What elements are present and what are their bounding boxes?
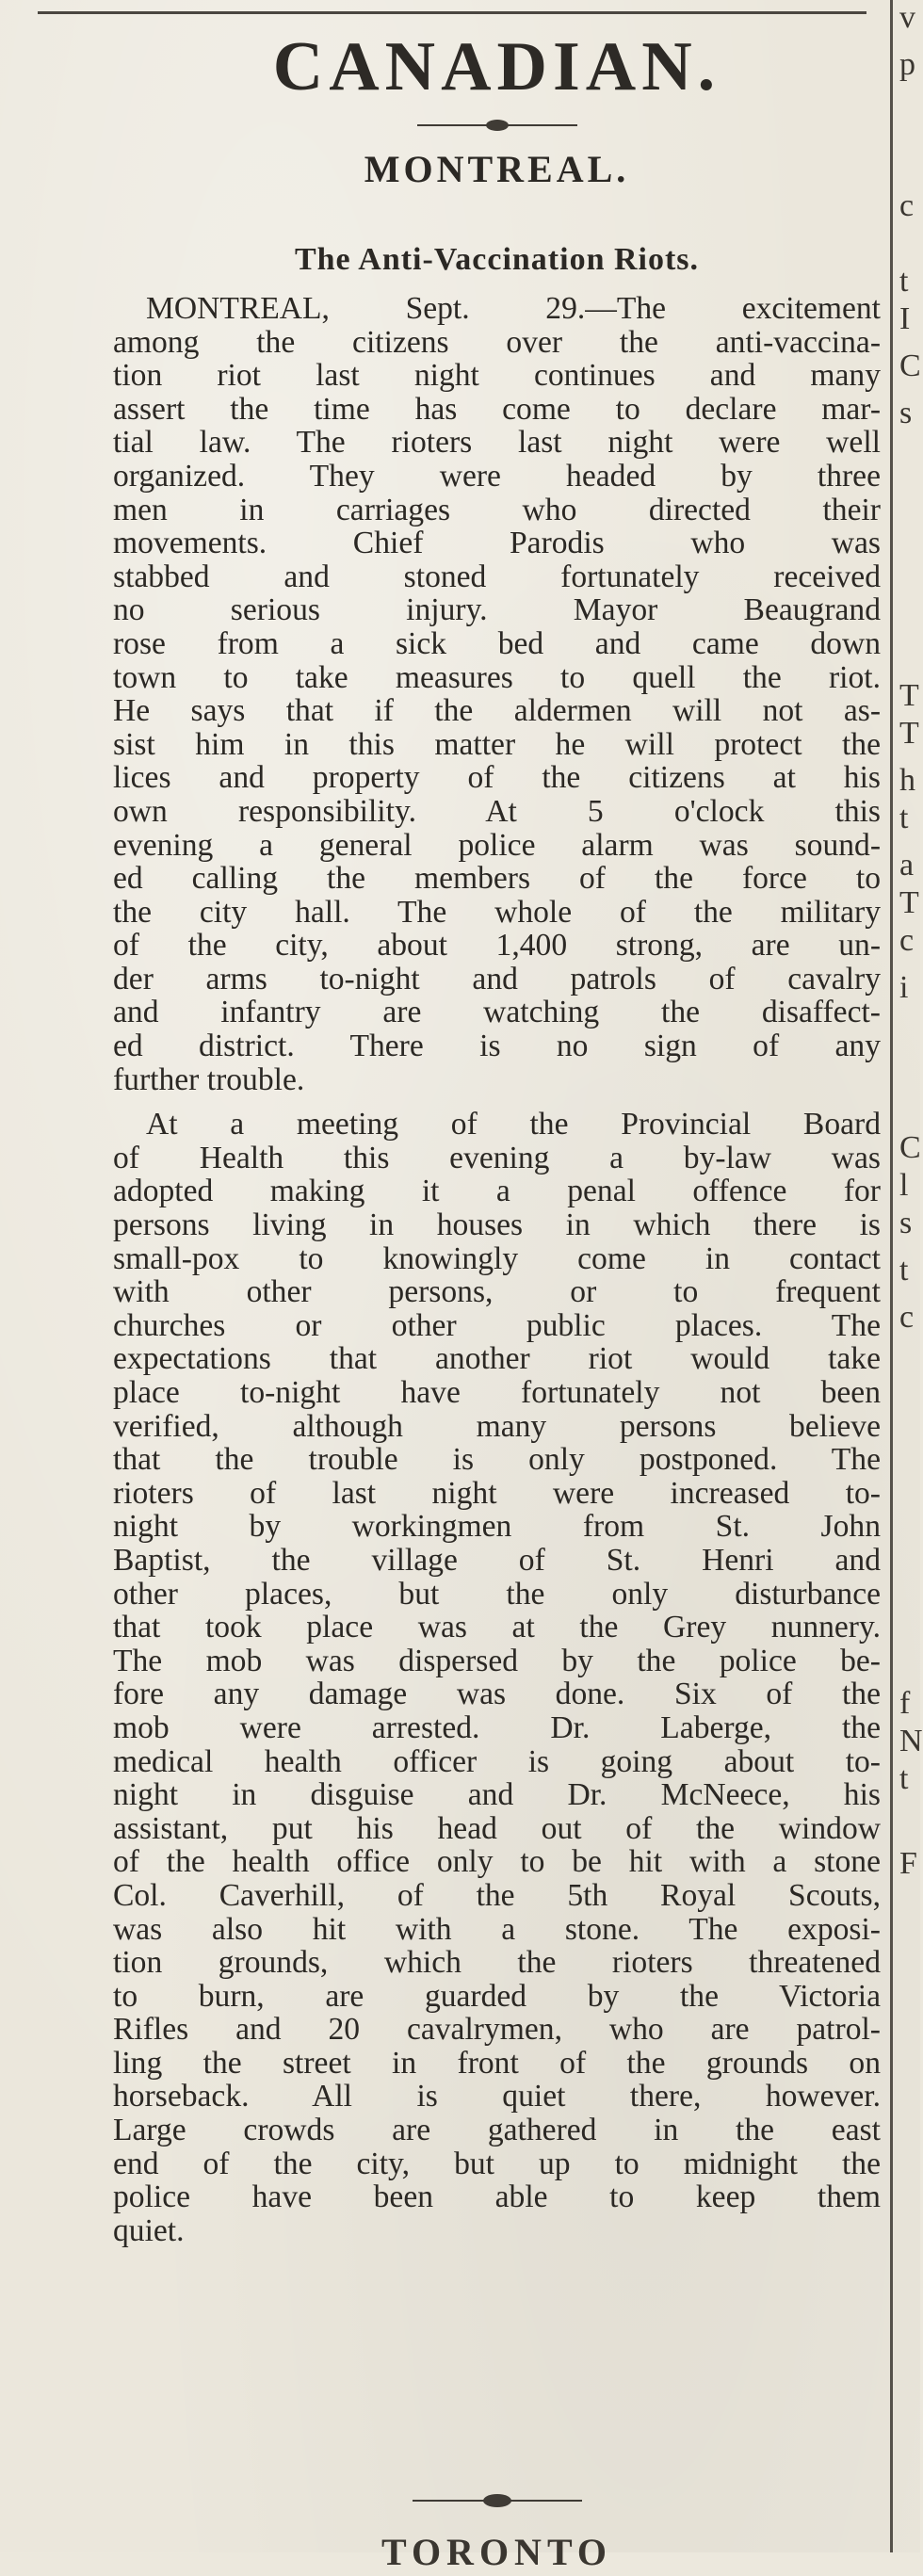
article-paragraph-1 xyxy=(113,292,881,1096)
top-rule xyxy=(38,11,866,14)
adjacent-column-letter: T xyxy=(899,716,919,751)
text-line: that the trouble is only postponed. The xyxy=(113,1442,881,1478)
article xyxy=(113,19,881,2247)
text-line: medical health officer is going about to- xyxy=(113,1743,881,1779)
adjacent-column-letter: F xyxy=(899,1846,917,1881)
text-line: verified, although many persons believe xyxy=(113,1408,881,1444)
ornament-center xyxy=(486,120,509,131)
adjacent-column-letter: c xyxy=(899,923,915,958)
text-line: organized. They were headed by three xyxy=(113,458,881,494)
text-line: Col. Caverhill, of the 5th Royal Scouts, xyxy=(113,1877,881,1913)
text-line: no serious injury. Mayor Beaugrand xyxy=(113,592,881,628)
adjacent-column-letter: h xyxy=(899,763,915,798)
text-line: quiet. xyxy=(113,2212,185,2248)
text-line: end of the city, but up to midnight the xyxy=(113,2146,881,2181)
text-line: tion riot last night continues and many xyxy=(113,358,881,394)
text-line: further trouble. xyxy=(113,1061,305,1097)
text-line: fore any damage was done. Six of the xyxy=(113,1677,881,1712)
text-line: der arms to-night and patrols of cavalry xyxy=(113,961,881,996)
text-line: ling the street in front of the grounds on xyxy=(113,2045,881,2081)
text-line: sist him in this matter he will protect the xyxy=(113,726,881,762)
adjacent-column-letter: l xyxy=(899,1168,909,1203)
adjacent-column-letter: i xyxy=(899,970,909,1005)
section-heading: CANADIAN. xyxy=(272,28,721,105)
text-line: among the citizens over the anti-vaccina- xyxy=(113,324,881,360)
article-paragraph-2 xyxy=(113,1108,881,2247)
article-title: The Anti-Vaccination Riots. xyxy=(294,242,700,277)
text-line: place to-night have fortunately not been xyxy=(113,1375,881,1410)
text-line: tial law. The rioters last night were well xyxy=(113,425,881,461)
adjacent-column-letter: T xyxy=(899,885,919,920)
adjacent-column-letter: v xyxy=(899,0,915,35)
text-line: of Health this evening a by-law was xyxy=(113,1140,881,1175)
adjacent-column-letter: t xyxy=(899,801,909,835)
adjacent-column xyxy=(898,0,923,2552)
text-line: MONTREAL, Sept. 29.—The excitement xyxy=(146,291,881,326)
text-line: persons living in houses in which there is xyxy=(113,1207,881,1243)
text-line: night in disguise and Dr. McNeece, his xyxy=(113,1777,881,1813)
text-line: the city hall. The whole of the military xyxy=(113,894,881,930)
text-line: Large crowds are gathered in the east xyxy=(113,2113,881,2148)
text-line: police have been able to keep them xyxy=(113,2179,881,2215)
ornament-divider xyxy=(417,119,577,132)
next-article-heading: TORONTO xyxy=(381,2531,613,2573)
adjacent-column-letter: p xyxy=(899,47,915,82)
text-line: Baptist, the village of St. Henri and xyxy=(113,1542,881,1578)
text-line: lices and property of the citizens at his xyxy=(113,760,881,796)
adjacent-column-letter: a xyxy=(899,848,915,883)
adjacent-column-letter: t xyxy=(899,1761,909,1796)
text-line: At a meeting of the Provincial Board xyxy=(146,1107,881,1142)
text-line: He says that if the aldermen will not as- xyxy=(113,693,881,729)
text-line: churches or other public places. The xyxy=(113,1307,881,1343)
text-line: that took place was at the Grey nunnery. xyxy=(113,1610,881,1645)
text-line: with other persons, or to frequent xyxy=(113,1274,881,1310)
adjacent-column-letter: C xyxy=(899,1130,921,1165)
city-subheading: MONTREAL. xyxy=(364,148,630,190)
text-line: mob were arrested. Dr. Laberge, the xyxy=(113,1709,881,1745)
text-line: of the health office only to be hit with a stone xyxy=(113,1844,881,1880)
adjacent-column-letter: N xyxy=(899,1724,923,1758)
text-line: and infantry are watching the disaffect- xyxy=(113,995,881,1030)
text-line: men in carriages who directed their xyxy=(113,492,881,527)
text-line: ed calling the members of the force to xyxy=(113,861,881,897)
text-line: Rifles and 20 cavalrymen, who are patrol- xyxy=(113,2012,881,2048)
ornament-center xyxy=(483,2494,511,2507)
closing-ornament xyxy=(113,2491,881,2510)
text-line: rioters of last night were increased to- xyxy=(113,1475,881,1511)
text-line: rose from a sick bed and came down xyxy=(113,625,881,661)
adjacent-column-letter: T xyxy=(899,678,919,713)
adjacent-column-letter: f xyxy=(899,1686,911,1721)
column-rule xyxy=(890,0,893,2552)
adjacent-column-letter: s xyxy=(899,396,913,430)
text-line: of the city, about 1,400 strong, are un- xyxy=(113,928,881,964)
text-line: was also hit with a stone. The exposi- xyxy=(113,1911,881,1947)
adjacent-column-letter: t xyxy=(899,1253,909,1288)
text-line: night by workingmen from St. John xyxy=(113,1509,881,1545)
text-line: expectations that another riot would take xyxy=(113,1341,881,1377)
text-line: stabbed and stoned fortunately received xyxy=(113,559,881,594)
adjacent-column-letter: s xyxy=(899,1206,913,1240)
text-line: small-pox to knowingly come in contact xyxy=(113,1240,881,1276)
text-line: own responsibility. At 5 o'clock this xyxy=(113,793,881,829)
text-line: to burn, are guarded by the Victoria xyxy=(113,1978,881,2014)
text-line: ed district. There is no sign of any xyxy=(113,1029,881,1064)
adjacent-column-letter: C xyxy=(899,348,921,383)
adjacent-column-letter: t xyxy=(899,264,909,299)
text-line: movements. Chief Parodis who was xyxy=(113,526,881,561)
text-line: assistant, put his head out of the window xyxy=(113,1810,881,1846)
text-line: town to take measures to quell the riot. xyxy=(113,659,881,695)
text-line: The mob was dispersed by the police be- xyxy=(113,1643,881,1678)
adjacent-column-letter: c xyxy=(899,188,915,223)
text-line: other places, but the only disturbance xyxy=(113,1576,881,1612)
text-line: assert the time has come to declare mar- xyxy=(113,391,881,427)
text-line: tion grounds, which the rioters threatened xyxy=(113,1945,881,1981)
text-line: horseback. All is quiet there, however. xyxy=(113,2079,881,2114)
adjacent-column-letter: c xyxy=(899,1300,915,1335)
text-line: evening a general police alarm was sound- xyxy=(113,827,881,863)
adjacent-column-letter: I xyxy=(899,301,911,336)
text-line: adopted making it a penal offence for xyxy=(113,1174,881,1209)
